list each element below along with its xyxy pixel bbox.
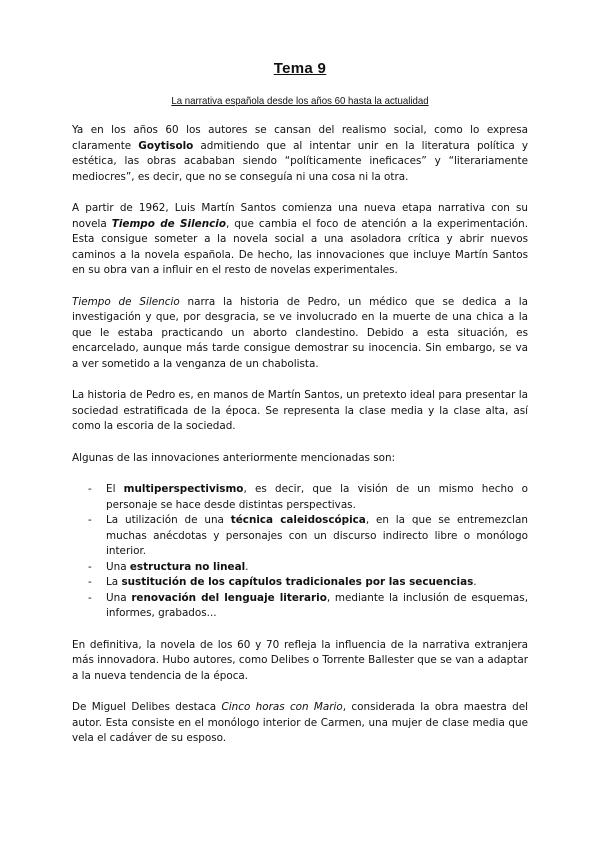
list-item	[72, 591, 528, 622]
book-title-cinco-horas: Cinco horas con Mario	[221, 701, 343, 713]
list-item-text: La	[106, 576, 122, 588]
paragraph-text: , considerada la obra maestra del autor. Esta consiste en el monólogo interior de Carmen, una mujer de clase media que vela el cadáver de su esposo.	[72, 701, 528, 744]
list-item-text: , es decir, que la visión de un mismo hecho o personaje se hace desde distintas perspectivas.	[106, 483, 528, 511]
list-item-bold: renovación del lenguaje literario	[131, 591, 327, 604]
paragraph-text: narra la historia de Pedro, un médico que se dedica a la investigación y que, por desgracia, se ve involucrado en la muerte de una chica a la que le estaba practicando un aborto clandestino. Debido a esta situación, es encarcelado, aunque más tarde consigue demostrar su inocencia. Sin embargo, se va a ver sometido a la venganza de un chabolista.	[72, 295, 528, 370]
book-title-italic: Tiempo de Silencio	[72, 295, 180, 308]
list-item-text: Una	[106, 591, 132, 604]
page-title: Tema 9	[273, 60, 327, 77]
list-item-text: El	[106, 483, 124, 495]
paragraph-innovaciones-intro: Algunas de las innovaciones anteriormente mencionadas son:	[72, 451, 396, 464]
innovations-list	[72, 482, 528, 622]
list-item-text: .	[245, 560, 249, 573]
list-item	[72, 560, 528, 576]
paragraph-en-definitiva: En definitiva, la novela de los 60 y 70 refleja la influencia de la narrativa extranjera más innovadora. Hubo autores, como Delibes o Torrente Ballester que se van a adaptar a la nueva tendencia de la época.	[72, 638, 528, 682]
list-item-text: , mediante la inclusión de esquemas, informes, grabados...	[106, 591, 528, 619]
list-item-bold: técnica caleidoscópica	[230, 514, 366, 526]
bold-term-goytisolo: Goytisolo	[138, 139, 194, 152]
paragraph-text: admitiendo que al intentar unir en la literatura política y estética, las obras acababan siendo “políticamente ineficaces” y “literariamente mediocres”, es decir, que no se conseguía ni una cosa ni la otra.	[72, 139, 528, 183]
paragraph-text: Ya en los años 60 los autores se cansan del realismo social, como lo expresa claramente	[72, 124, 528, 152]
list-item-text: Una	[106, 560, 130, 573]
paragraph-text: A partir de 1962, Luis Martín Santos comienza una nueva etapa narrativa con su novela	[72, 202, 528, 230]
list-item-bold: estructura no lineal	[129, 560, 246, 573]
paragraph-pretexto: La historia de Pedro es, en manos de Martín Santos, un pretexto ideal para presentar la sociedad estratificada de la época. Se representa la clase media y la clase alta, así como la escoria de la sociedad.	[72, 389, 528, 432]
book-title-tiempo-de-silencio: Tiempo de Silencio	[111, 217, 226, 230]
list-item-text: .	[473, 576, 477, 588]
list-item-text: La utilización de una	[106, 514, 231, 526]
paragraph-delibes	[72, 700, 528, 747]
list-item	[72, 575, 528, 591]
list-item	[72, 482, 528, 513]
page-subtitle: La narrativa española desde los años 60 hasta la actualidad	[171, 95, 429, 107]
list-item-bold: multiperspectivismo	[123, 483, 244, 495]
list-item	[72, 513, 528, 560]
paragraph-realismo-social	[72, 123, 528, 185]
paragraph-text: De Miguel Delibes destaca	[72, 701, 222, 713]
paragraph-historia-pedro	[72, 295, 528, 373]
document-body	[72, 123, 528, 763]
list-item-bold: sustitución de los capítulos tradicionales por las secuencias	[121, 576, 474, 588]
paragraph-text: , que cambia el foco de atención a la experimentación. Esta consigue someter a la novela social a una asoladora crítica y abrir nuevos caminos a la novela española. De hecho, las innovaciones que incluye Martín Santos en su obra van a influir en el resto de novelas experimentales.	[72, 217, 529, 276]
list-item-text: , en la que se entremezclan muchas anécdotas y personajes con un discurso indirecto libre o monólogo interior.	[106, 514, 528, 557]
paragraph-martin-santos	[72, 201, 528, 279]
